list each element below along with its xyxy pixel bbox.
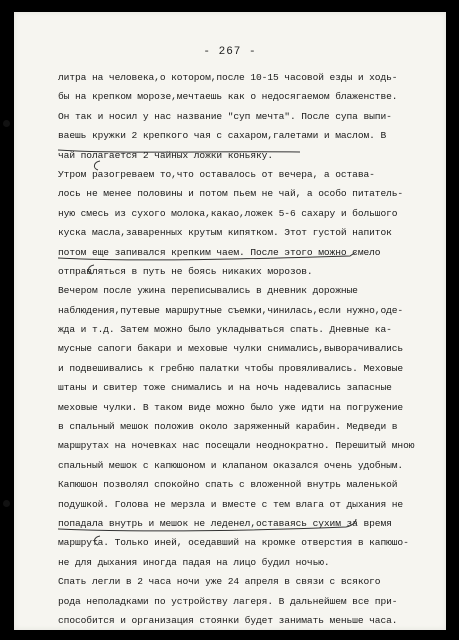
typewritten-body: [58, 68, 430, 630]
text-line: лось не менее половины и потом пьем не чай, а особо питатель-: [58, 188, 404, 200]
text-line: жда и т.д. Затем можно было укладываться спать. Дневные ка-: [58, 324, 392, 336]
text-line: в спальный мешок положив около заряженный карабин. Медведи в: [58, 421, 398, 433]
text-line: Он так и носил у нас название "суп мечта". После супа выпи-: [58, 110, 392, 122]
binder-hole: [3, 500, 10, 507]
text-line: бы на крепком морозе,мечтаешь как о недосягаемом блаженстве.: [58, 91, 398, 103]
text-line: рода неполадками по устройству лагеря. В дальнейшем все при-: [58, 595, 398, 607]
text-line: ную смесь из сухого молока,какао,ложек 5-6 сахару и большого: [58, 207, 398, 219]
text-line: Утром разогреваем то,что оставалось от вечера, а остава-: [58, 168, 375, 180]
text-line: литра на человека,о котором,после 10-15 часовой езды и ходь-: [58, 72, 398, 83]
text-line: попадала внутрь и мешок не леденел,оставаясь сухим за время: [58, 517, 392, 529]
text-line: подушкой. Голова не мерзла и вместе с тем влага от дыхания не: [58, 498, 404, 510]
text-line: ваешь кружки 2 крепкого чая с сахаром,галетами и маслом. В: [58, 130, 387, 142]
binder-hole: [3, 120, 10, 127]
text-line: и подвешивались к гребню палатки чтобы провяливались. Меховые: [58, 362, 404, 374]
text-line: куска масла,заваренных крутым кипятком. Этот густой напиток: [58, 227, 392, 239]
text-line: отправляться в путь не боясь никаких морозов.: [58, 265, 313, 277]
text-line: потом еще запивался крепким чаем. После этого можно смело: [58, 246, 381, 258]
text-line: меховые чулки. В таком виде можно было уже идти на погружение: [58, 401, 404, 413]
text-line: маршрутах на ночевках нас посещали неоднократно. Перешитый мною: [58, 440, 415, 452]
text-line: маршрута. Только иней, оседавший на кромке отверстия в капюшо-: [58, 537, 409, 549]
text-line: чай полагается 2 чайных ложки коньяку.: [58, 149, 273, 161]
text-line: Вечером после ужина переписывались в дневник дорожные: [58, 285, 358, 297]
text-line: спальный мешок с капюшоном и клапаном оказался очень удобным.: [58, 459, 404, 471]
text-line: способится и организация стоянки будет занимать меньше часа.: [58, 614, 398, 626]
text-line: не для дыхания иногда падая на лицо будил ночью.: [58, 556, 330, 568]
text-line: штаны и свитер тоже снимались и на ночь надевались запасные: [58, 382, 392, 394]
text-line: мусные сапоги бакари и меховые чулки снимались,выворачивались: [58, 343, 404, 355]
document-page: [14, 12, 446, 630]
text-line: Спать легли в 2 часа ночи уже 24 апреля в связи с всякого: [58, 576, 381, 588]
text-line: Капюшон позволял спокойно спать с вложенной внутрь маленькой: [58, 479, 398, 491]
page-number: - 267 -: [203, 46, 257, 58]
text-line: наблюдения,путевые маршрутные съемки,чинилась,если нужно,оде-: [58, 304, 404, 316]
